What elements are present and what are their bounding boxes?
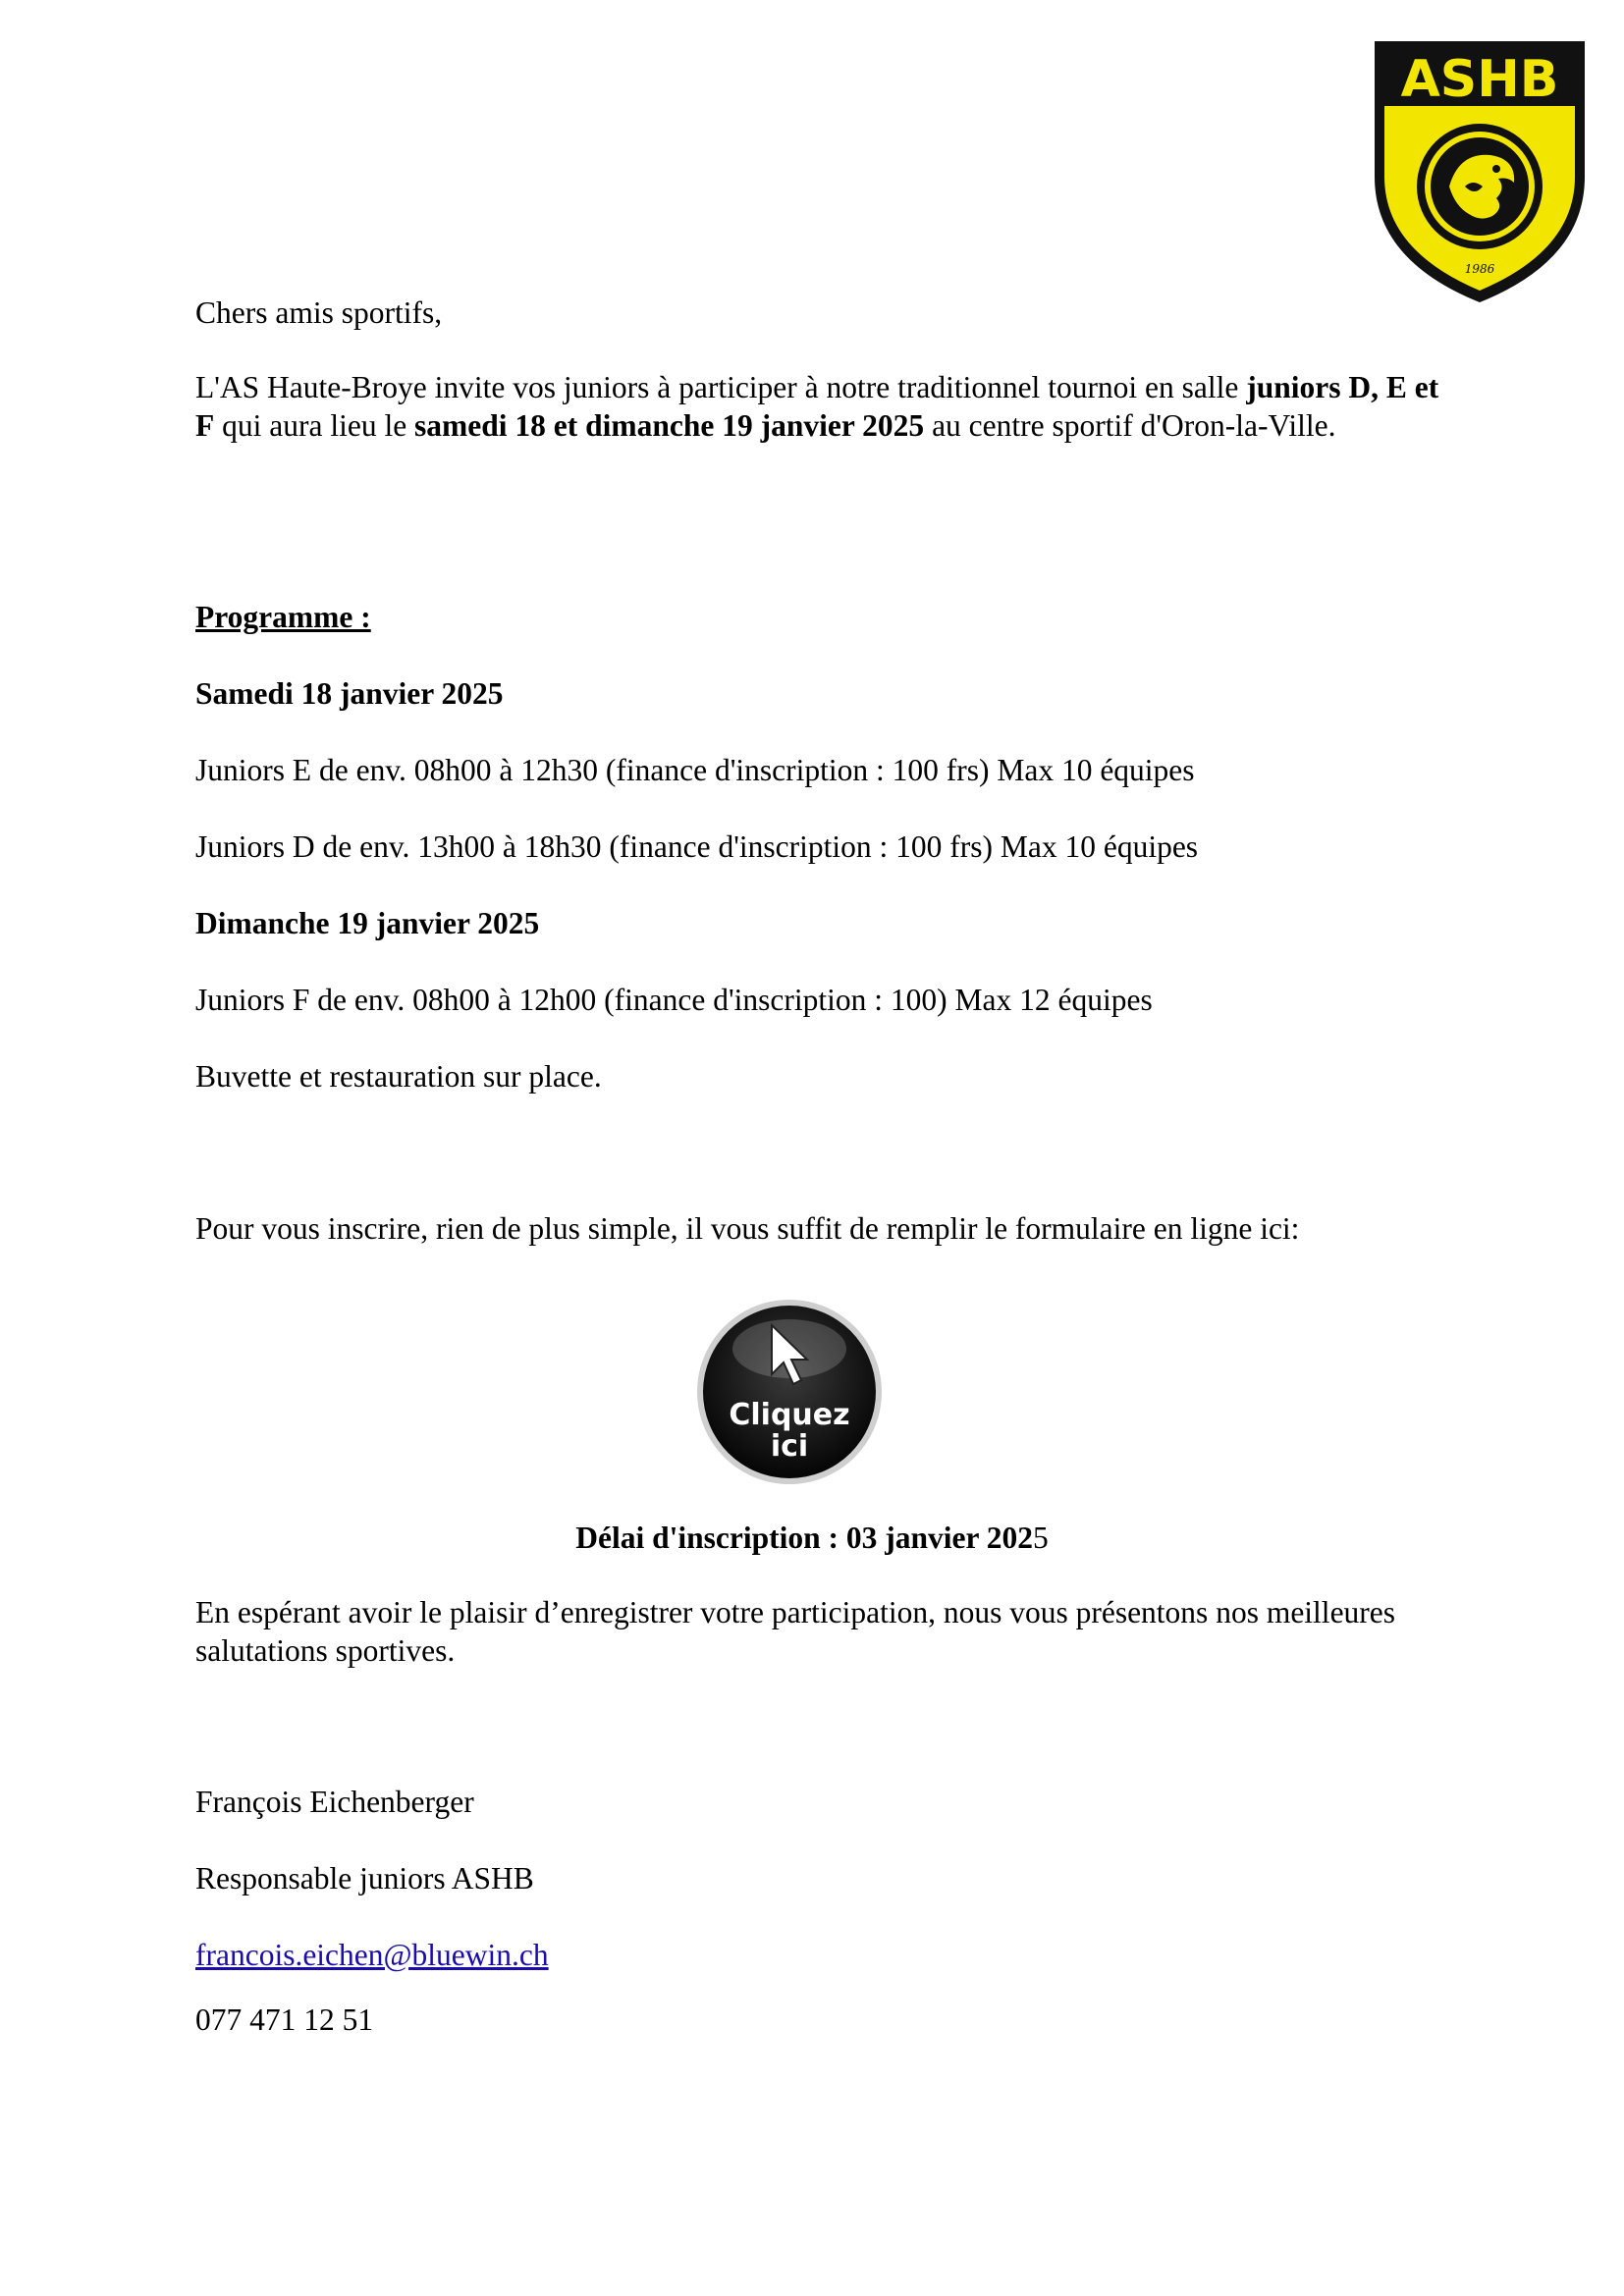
cursor-arrow-icon bbox=[762, 1321, 821, 1390]
signature-name: François Eichenberger bbox=[195, 1785, 474, 1819]
deadline: Délai d'inscription : 03 janvier 2025 bbox=[575, 1521, 1049, 1555]
schedule-item: Juniors F de env. 08h00 à 12h00 (finance d'inscription : 100) Max 12 équipes bbox=[195, 983, 1153, 1017]
svg-text:1986: 1986 bbox=[1464, 262, 1495, 276]
svg-text:ASHB: ASHB bbox=[1400, 50, 1559, 109]
button-label-line2: ici bbox=[770, 1429, 809, 1464]
schedule-item: Juniors D de env. 13h00 à 18h30 (finance d'inscription : 100 frs) Max 10 équipes bbox=[195, 829, 1199, 864]
phone-number: 077 471 12 51 bbox=[195, 2002, 374, 2037]
catering-note: Buvette et restauration sur place. bbox=[195, 1059, 602, 1094]
register-text: Pour vous inscrire, rien de plus simple, il vous suffit de remplir le formulaire en ligne ici: bbox=[195, 1211, 1300, 1246]
button-label-line1: Cliquez bbox=[729, 1398, 850, 1432]
saturday-title: Samedi 18 janvier 2025 bbox=[195, 676, 504, 711]
email-link[interactable]: francois.eichen@bluewin.ch bbox=[195, 1938, 549, 1972]
intro-paragraph: L'AS Haute-Broye invite vos juniors à participer à notre traditionnel tournoi en salle juniors D, E et F qui aura lieu le samedi 18 et dimanche 19 janvier 2025 au centre sportif d'Oron-la-Ville. bbox=[195, 370, 1439, 443]
ashb-logo bbox=[1371, 39, 1589, 304]
greeting: Chers amis sportifs, bbox=[195, 295, 443, 330]
programme-heading: Programme : bbox=[195, 600, 371, 634]
sunday-title: Dimanche 19 janvier 2025 bbox=[195, 906, 540, 940]
closing-paragraph: En espérant avoir le plaisir d’enregistrer votre participation, nous vous présentons nos meilleures salutations sportives. bbox=[195, 1595, 1396, 1668]
register-button[interactable] bbox=[695, 1298, 884, 1486]
signature-role: Responsable juniors ASHB bbox=[195, 1861, 534, 1896]
schedule-item: Juniors E de env. 08h00 à 12h30 (finance d'inscription : 100 frs) Max 10 équipes bbox=[195, 753, 1195, 787]
